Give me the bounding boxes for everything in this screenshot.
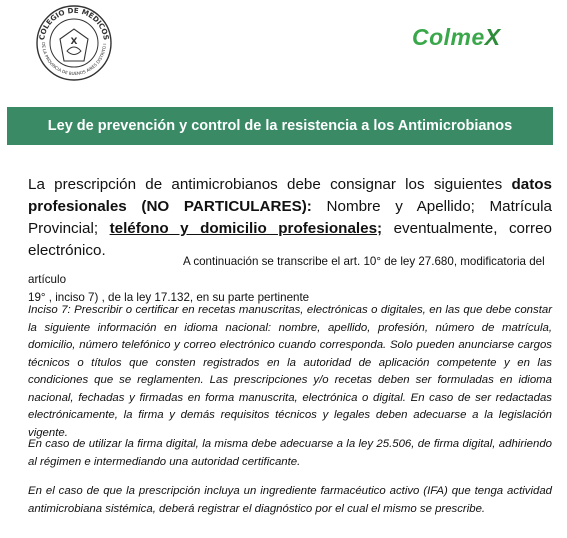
- title-banner: [7, 107, 553, 145]
- lead-bold-1: datos profesionales (NO PARTICULARES):: [28, 176, 552, 215]
- lead-underlined: teléfono y domicilio profesionales;: [109, 220, 383, 237]
- lead-text-1: La prescripción de antimicrobianos debe consignar los siguientes: [28, 176, 512, 193]
- brand-text: Colme: [412, 24, 485, 50]
- firma-digital-paragraph: En caso de utilizar la firma digital, la misma debe adecuarse a la ley 25.506, de firma digital, adhiriendo al régimen e intermediando una autoridad certificante.: [28, 438, 552, 468]
- page-title: Ley de prevención y control de la resistencia a los Antimicrobianos: [47, 118, 513, 134]
- lead-text-2: Nombre y Apellido; Matrícula Provincial;: [28, 198, 552, 237]
- colmex-logo: [412, 24, 501, 51]
- source-line-2: 19° , inciso 7) , de la ley 17.132, en su parte pertinente: [28, 291, 310, 304]
- svg-text:COLEGIO DE MÉDICOS: [37, 6, 111, 41]
- seal-ring-text: COLEGIO DE MÉDICOS: [37, 5, 111, 41]
- medical-college-seal-icon: [34, 3, 114, 83]
- ifa-paragraph: En el caso de que la prescripción incluya un ingrediente farmacéutico activo (IFA) que tenga actividad antimicrobiana sistémica, deberá registrar el diagnóstico por el cual el mismo se prescribe.: [28, 485, 552, 515]
- seal-ring-text-lower: DE LA PROVINCIA DE BUENOS AIRES DISTRITO I: [40, 42, 108, 77]
- inciso-paragraph: Inciso 7: Prescribir o certificar en recetas manuscritas, electrónicas o digitales, en las que debe constar la siguiente información en idioma nacional: nombre, apellido, profesión, número de matrícula, domicilio, número telefónico y correo electrónico cuando corresponda. Solo pueden anunciarse cargos técnicos o títulos que consten registrados en la autoridad de aplicación competente y en las condiciones que se reglamenten. Las prescripciones y/o recetas deben ser formuladas en idioma nacional, fechadas y firmadas en forma manuscrita, electrónica o digital. En caso de ser redactadas electrónicamente, la firma y demás requisitos técnicos y legales deben adecuarse a la legislación vigente.: [28, 304, 552, 439]
- lead-paragraph: [28, 174, 552, 262]
- source-line-1: A continuación se transcribe el art. 10° de ley 27.680, modificatoria del artículo: [28, 255, 545, 286]
- brand-x: X: [484, 24, 501, 50]
- seal-center-letter: X: [70, 37, 78, 47]
- source-note: [28, 253, 552, 307]
- lead-text-3: eventualmente, correo electrónico.: [28, 220, 552, 259]
